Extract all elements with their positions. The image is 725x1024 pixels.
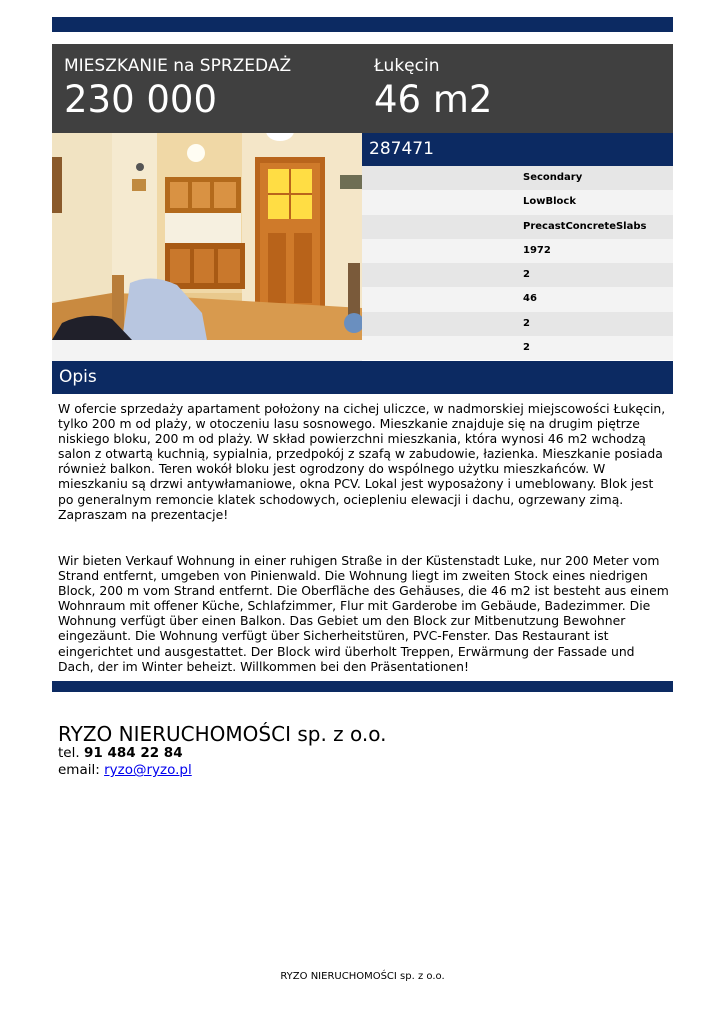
description-german: Wir bieten Verkauf Wohnung in einer ruhigen Straße in der Küstenstadt Luke, nur 200 Meter vom Strand entfernt, umgeben von Pinienwald. Die Wohnung liegt im zweiten Stock eines niedrigen Block, 200 m vom Strand entfernt. Die Oberfläche des Gehäuses, die 46 m2 ist besteht aus einem Wohnraum mit offener Küche, Schlafzimmer, Flur mit Garderobe im Gebäude, Badezimmer. Die Wohnung verfügt über einen Balkon. Das Gebiet um den Block zur Mitbenutzung Bewohner eingezäunt. Die Wohnung verfügt über Sicherheitstüren, PVC-Fenster. Das Restaurant ist eingerichtet und ausgestattet. Der Block wird überholt Treppen, Erwärmung der Fassade und Dach, der im Winter beheizt. Willkommen bei den Präsentationen!	[58, 553, 669, 674]
listing-header	[52, 44, 673, 133]
param-row: 2	[362, 263, 673, 287]
bottom-bar	[52, 681, 673, 692]
page-footer: RYZO NIERUCHOMOŚCI sp. z o.o.	[280, 971, 445, 982]
price: 230 000	[64, 78, 218, 121]
email-line	[58, 762, 192, 779]
description-heading: Opis	[52, 361, 673, 394]
phone-line	[58, 745, 192, 762]
agency-contact	[58, 745, 192, 779]
param-row: 2	[362, 336, 673, 360]
email-label: email:	[58, 762, 100, 778]
offer-type: MIESZKANIE na SPRZEDAŻ	[64, 56, 292, 76]
photo-caption-strip	[52, 340, 362, 361]
description-polish: W ofercie sprzedaży apartament położony na cichej uliczce, w nadmorskiej miejscowości Łukęcin, tylko 200 m od plaży, w otoczeniu lasu sosnowego. Mieszkanie znajduje się na drugim piętrze niskiego bloku, 200 m od plaży. W skład powierzchni mieszkania, która wynosi 46 m2 wchodzą salon z otwartą kuchnią, sypialnia, przedpokój z szafą w zabudowie, łazienka. Mieszkanie posiada również balkon. Teren wokół bloku jest ogrodzony do wspólnego użytku mieszkańców. W mieszkaniu są drzwi antywłamaniowe, okna PCV. Lokal jest wyposażony i umeblowany. Blok jest po generalnym remoncie klatek schodowych, ociepleniu elewacji i dachu, ogrzewany zimą. Zapraszam na prezentacje!	[58, 401, 666, 522]
param-row: Secondary	[362, 166, 673, 190]
city: Łukęcin	[374, 56, 440, 76]
phone-number: 91 484 22 84	[83, 745, 183, 761]
area: 46 m2	[374, 78, 493, 121]
param-row: 2	[362, 312, 673, 336]
top-bar	[52, 17, 673, 32]
parameters-table	[362, 166, 673, 360]
param-row: LowBlock	[362, 190, 673, 214]
param-row: 1972	[362, 239, 673, 263]
param-row: 46	[362, 287, 673, 311]
param-row: PrecastConcreteSlabs	[362, 215, 673, 239]
header-left	[64, 56, 291, 122]
phone-label: tel.	[58, 745, 80, 761]
agency-name: RYZO NIERUCHOMOŚCI sp. z o.o.	[58, 722, 387, 746]
email-link[interactable]: ryzo@ryzo.pl	[104, 762, 192, 778]
header-right	[374, 56, 492, 122]
listing-id: 287471	[362, 133, 673, 166]
property-photo	[52, 133, 362, 340]
